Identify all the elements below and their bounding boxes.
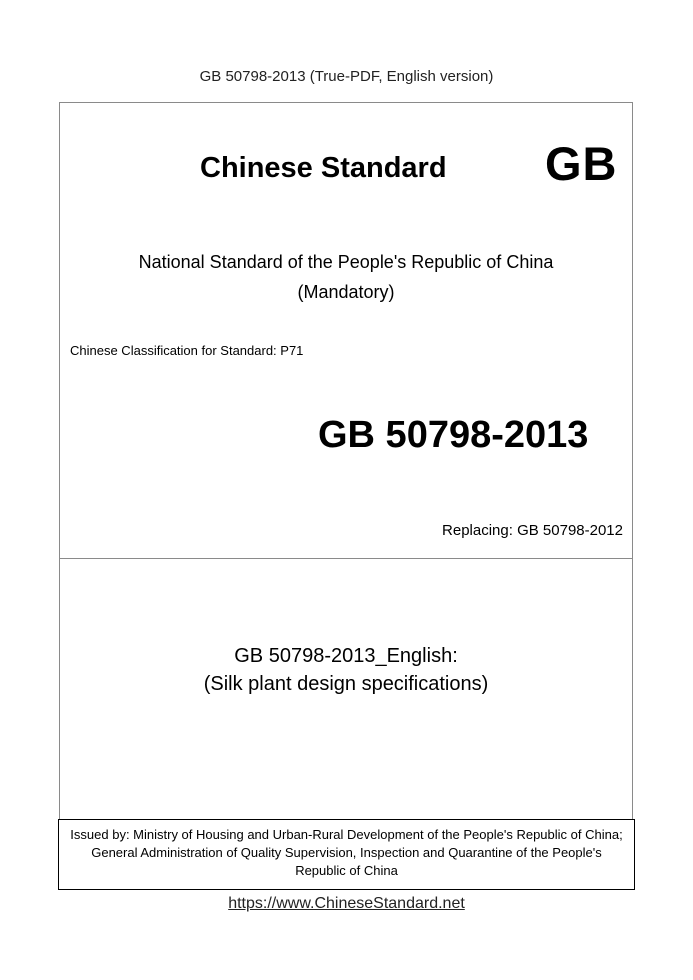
- mandatory-label: (Mandatory): [297, 282, 395, 302]
- document-title-line-1: GB 50798-2013_English:: [234, 645, 458, 667]
- document-title-line-2: (Silk plant design specifications): [203, 673, 489, 695]
- section-divider: [59, 558, 633, 559]
- issuer-box: Issued by: Ministry of Housing and Urban-Rural Development of the People's Republic of China; General Administration of Quality Supervision, Inspection and Quarantine of the People's Republic of China: [58, 819, 635, 890]
- brand-title: Chinese Standard: [200, 152, 447, 184]
- national-standard-line: National Standard of the People's Republic of China: [138, 252, 554, 272]
- replacing-label: Replacing: GB 50798-2012: [442, 522, 623, 539]
- classification-label: Chinese Classification for Standard: P71: [70, 343, 304, 358]
- page-header: GB 50798-2013 (True-PDF, English version): [199, 68, 494, 85]
- website-link[interactable]: https://www.ChineseStandard.net: [228, 895, 465, 912]
- gb-mark: GB: [545, 137, 618, 190]
- document-title: [59, 642, 633, 698]
- standard-number: GB 50798-2013: [318, 414, 589, 456]
- cover-frame: [59, 102, 633, 888]
